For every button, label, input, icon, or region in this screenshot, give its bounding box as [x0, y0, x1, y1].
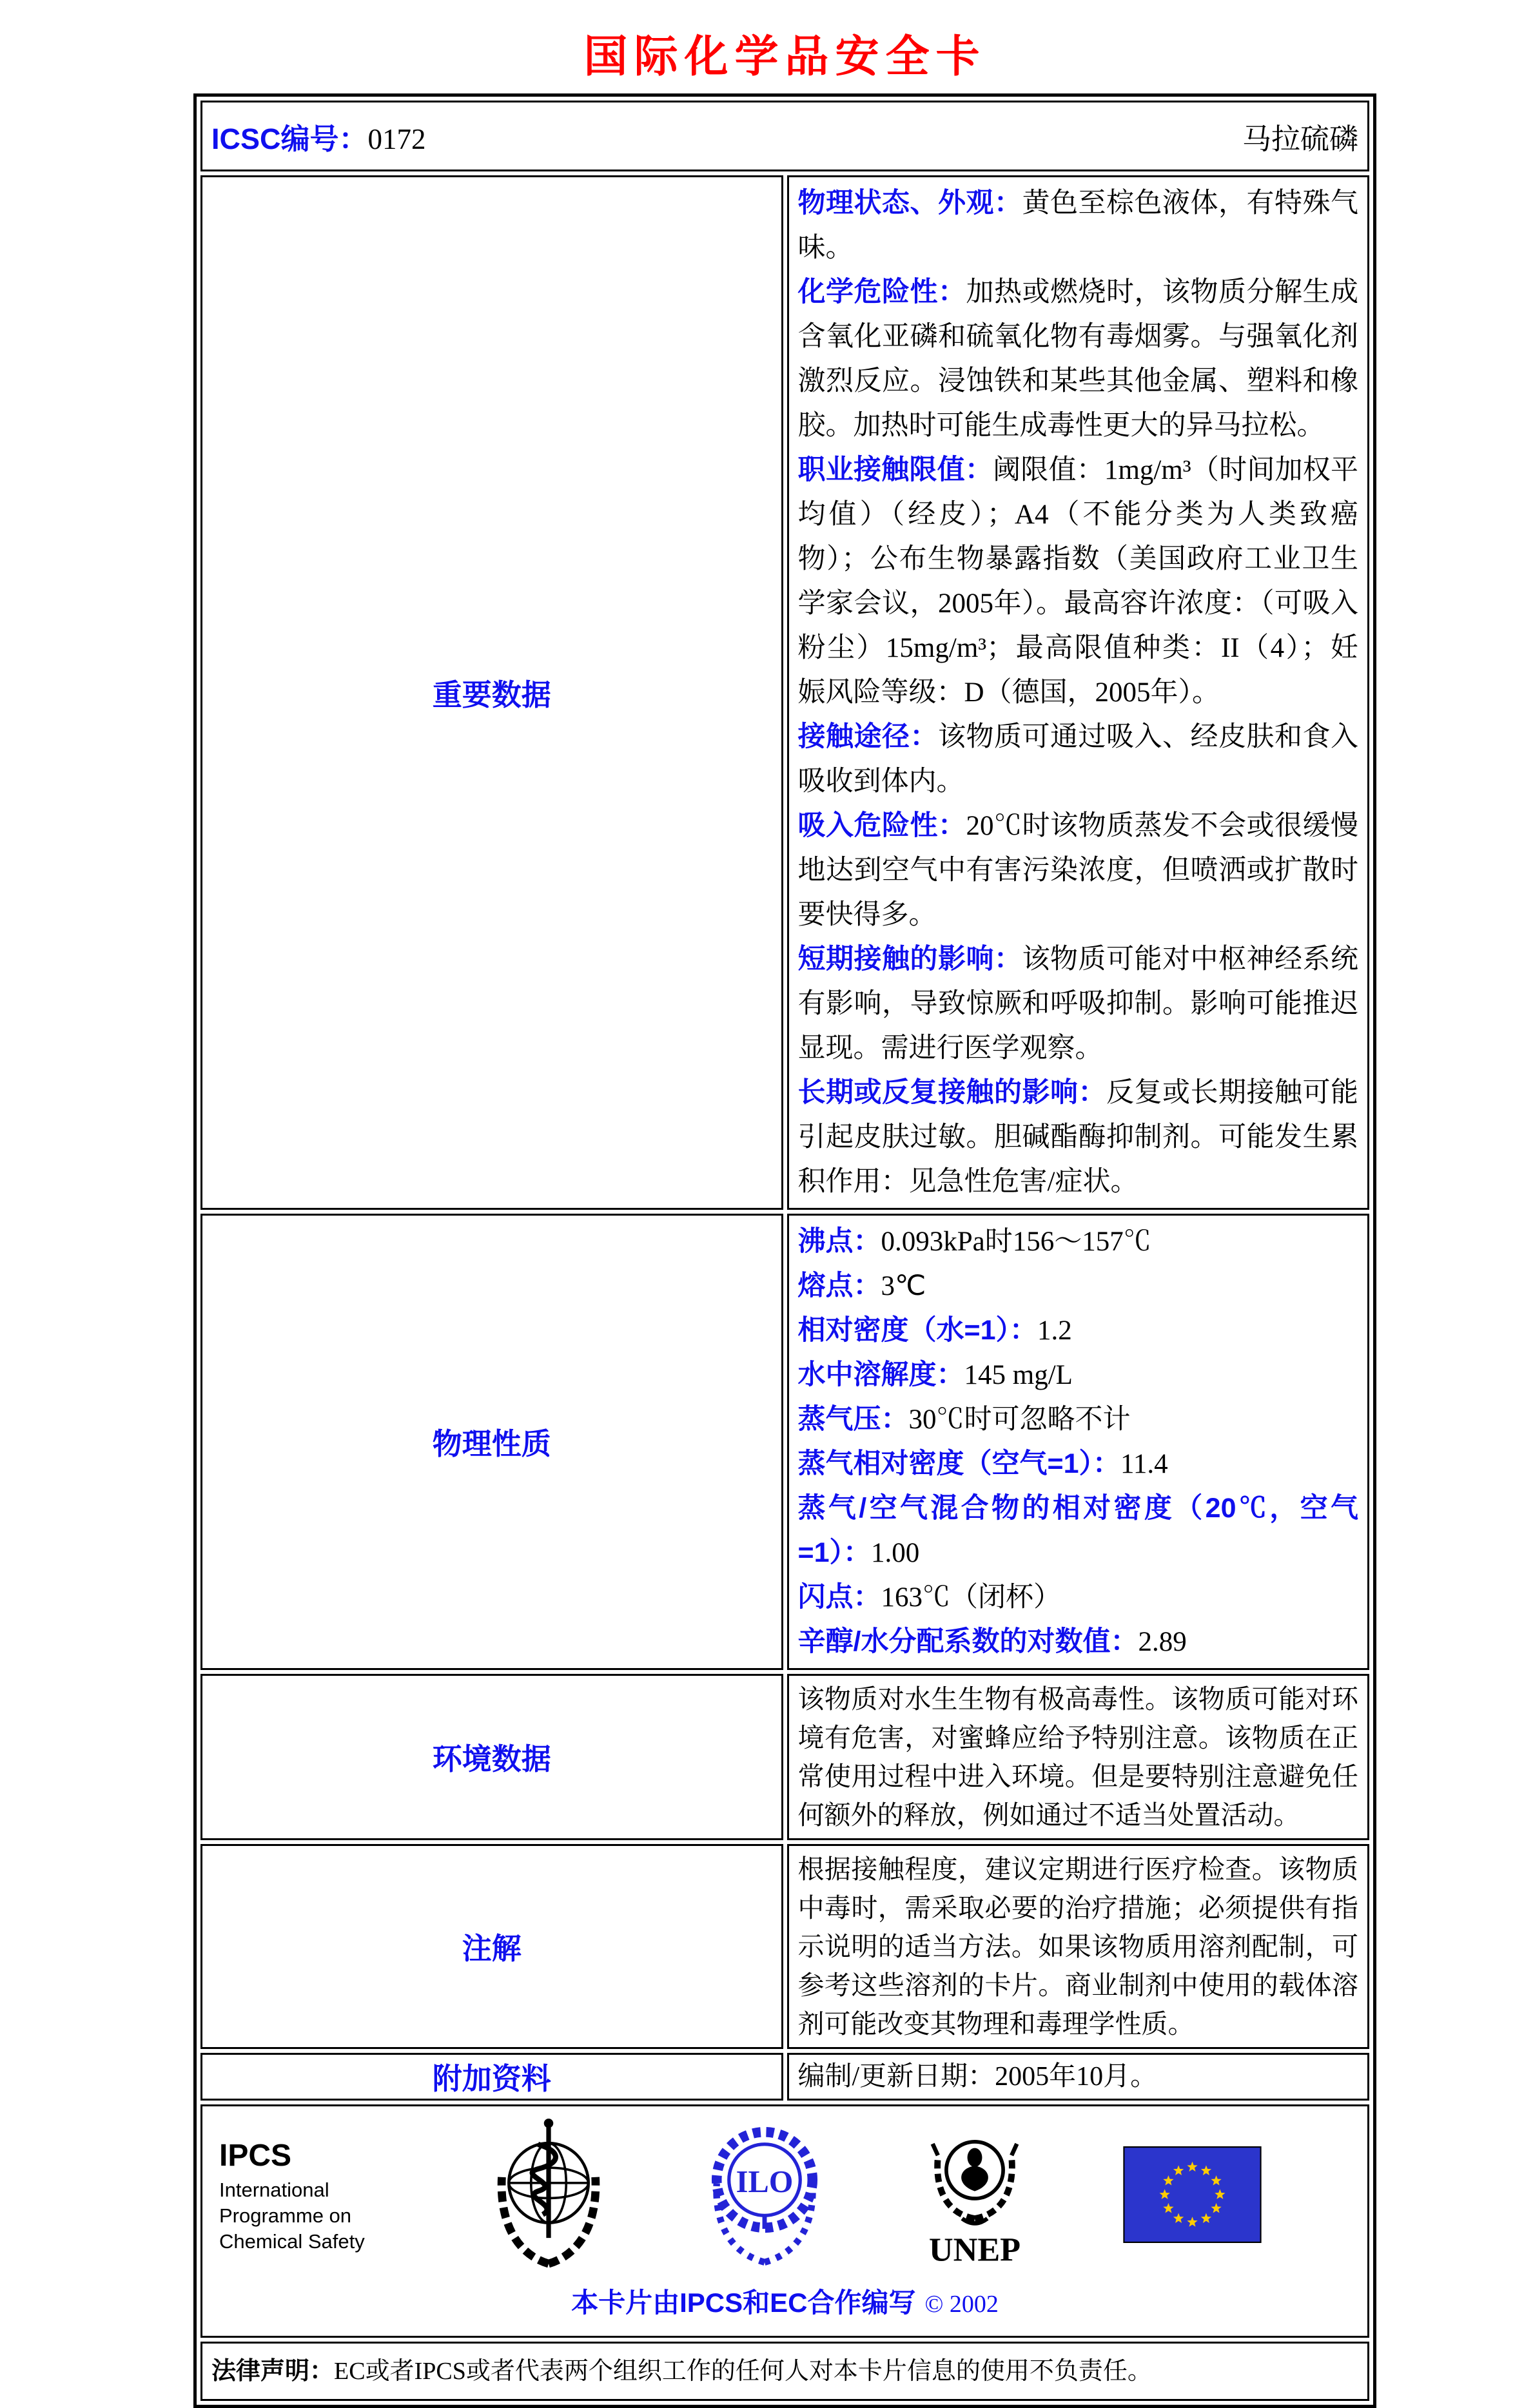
property-heading: 蒸气相对密度（空气=1）：	[797, 1448, 1121, 1479]
additional-info-text: 编制/更新日期：2005年10月。	[797, 2062, 1158, 2092]
environmental-data-content	[787, 1674, 1370, 1840]
item-heading: 长期或反复接触的影响：	[797, 1077, 1106, 1108]
who-logo-icon	[484, 2119, 613, 2274]
ipcs-full-name: International Programme on Chemical Safety	[219, 2178, 365, 2253]
section-label-physical-properties: 物理性质	[200, 1214, 783, 1670]
section-label-environmental-data: 环境数据	[200, 1674, 783, 1840]
unep-letters: UNEP	[928, 2231, 1021, 2269]
item-heading: 吸入危险性：	[797, 810, 966, 841]
property-heading: 蒸气压：	[797, 1404, 909, 1435]
data-item	[798, 1071, 1359, 1204]
header-cell	[200, 101, 1369, 171]
property-heading: 熔点：	[797, 1270, 881, 1301]
data-item	[798, 937, 1359, 1071]
substance-name: 马拉硫磷	[1242, 122, 1358, 155]
physical-properties-content	[787, 1214, 1370, 1670]
data-item	[798, 715, 1359, 804]
icsc-number-group	[211, 115, 426, 157]
legal-row	[200, 2342, 1369, 2401]
item-heading: 接触途径：	[797, 721, 938, 752]
property-heading: 闪点：	[797, 1582, 881, 1613]
property-heading: 辛醇/水分配系数的对数值：	[797, 1626, 1138, 1657]
unep-logo-icon	[917, 2115, 1033, 2277]
property-item	[798, 1219, 1359, 1264]
item-text: 反复或长期接触可能引起皮肤过敏。胆碱酯酶抑制剂。可能发生累积作用：见急性危害/症状。	[797, 1078, 1358, 1197]
legal-cell	[200, 2342, 1369, 2401]
property-heading: 相对密度（水=1）：	[797, 1315, 1038, 1346]
data-item	[798, 448, 1359, 715]
caption-text: 本卡片由IPCS和EC合作编写	[571, 2287, 916, 2318]
item-text: 该物质可通过吸入、经皮肤和食入吸收到体内。	[797, 722, 1358, 797]
property-value: 1.00	[871, 1538, 920, 1568]
property-item	[798, 1442, 1359, 1486]
item-heading: 化学危险性：	[797, 277, 966, 307]
property-item	[798, 1308, 1359, 1353]
property-item	[798, 1620, 1359, 1664]
property-heading: 蒸气/空气混合物的相对密度（20℃，空气=1）：	[797, 1493, 1358, 1568]
important-data-content	[787, 175, 1370, 1210]
property-value: 30℃时可忽略不计	[908, 1404, 1131, 1435]
notes-row	[200, 1844, 1369, 2049]
icsc-document-page	[0, 22, 1524, 2385]
data-item	[798, 804, 1359, 937]
card-caption	[211, 2282, 1358, 2320]
environmental-data-row	[200, 1674, 1369, 1840]
property-value: 11.4	[1120, 1449, 1168, 1479]
eu-flag-icon	[1123, 2146, 1262, 2246]
additional-info-content	[787, 2053, 1370, 2101]
legal-label: 法律声明：	[211, 2358, 335, 2385]
property-item	[798, 1575, 1359, 1620]
property-item	[798, 1486, 1359, 1575]
section-label-additional-info: 附加资料	[200, 2053, 783, 2101]
important-data-row	[200, 175, 1369, 1210]
item-text: 该物质可能对中枢神经系统有影响，导致惊厥和呼吸抑制。影响可能推迟显现。需进行医学观察。	[797, 944, 1358, 1063]
property-heading: 沸点：	[797, 1226, 881, 1257]
notes-content	[787, 1844, 1370, 2049]
item-text: 阈限值：1mg/m³（时间加权平均值）（经皮）；A4（不能分类为人类致癌物）；公布生物暴露指数（美国政府工业卫生学家会议，2005年）。最高容许浓度：（可吸入粉尘）15mg/m³；最高限值种类：II（4）；妊娠风险等级：D（德国，2005年）。	[797, 455, 1359, 708]
property-item	[798, 1353, 1359, 1397]
item-heading: 物理状态、外观：	[797, 188, 1022, 218]
legal-statement	[211, 2349, 1358, 2394]
icsc-number-label: ICSC编号：	[211, 122, 368, 155]
header-row	[200, 101, 1369, 171]
ilo-logo-icon	[703, 2122, 826, 2270]
property-value: 0.093kPa时156～157℃	[881, 1227, 1151, 1257]
property-value: 2.89	[1138, 1627, 1187, 1657]
logos-cell	[200, 2104, 1369, 2338]
property-value: 145 mg/L	[964, 1360, 1073, 1390]
section-label-notes: 注解	[200, 1844, 783, 2049]
environmental-data-text: 该物质对水生生物有极高毒性。该物质可能对环境有危害，对蜜蜂应给予特别注意。该物质在正常使用过程中进入环境。但是要特别注意避免任何额外的释放，例如通过不适当处置活动。	[797, 1684, 1358, 1830]
section-label-important-data: 重要数据	[200, 175, 783, 1210]
physical-properties-row	[200, 1214, 1369, 1670]
item-text: 加热或燃烧时，该物质分解生成含氧化亚磷和硫氧化物有毒烟雾。与强氧化剂激烈反应。浸蚀铁和某些其他金属、塑料和橡胶。加热时可能生成毒性更大的异马拉松。	[797, 277, 1358, 441]
data-item	[798, 270, 1359, 448]
item-heading: 职业接触限值：	[797, 454, 993, 485]
header-line	[211, 108, 1358, 164]
ilo-letters: ILO	[736, 2165, 794, 2200]
property-item	[798, 1264, 1359, 1308]
data-item	[798, 181, 1359, 270]
logos-row	[200, 2104, 1369, 2338]
page-title: 国际化学品安全卡	[583, 32, 986, 81]
property-item	[798, 1397, 1359, 1442]
icsc-card-table	[193, 93, 1376, 2408]
copyright-text: © 2002	[924, 2291, 999, 2318]
property-value: 3℃	[881, 1271, 926, 1301]
item-heading: 短期接触的影响：	[797, 944, 1022, 975]
logos-strip	[211, 2112, 1358, 2277]
property-value: 1.2	[1037, 1316, 1072, 1346]
property-heading: 水中溶解度：	[797, 1359, 964, 1390]
item-text: 20℃时该物质蒸发不会或很缓慢地达到空气中有害污染浓度，但喷洒或扩散时要快得多。	[797, 811, 1358, 930]
notes-text: 根据接触程度，建议定期进行医疗检查。该物质中毒时，需采取必要的治疗措施；必须提供有指示说明的适当方法。如果该物质用溶剂配制，可参考这些溶剂的卡片。商业制剂中使用的载体溶剂可能改变其物理和毒理学性质。	[797, 1854, 1358, 2039]
ipcs-acronym: IPCS	[219, 2138, 292, 2173]
icsc-number-value: 0172	[367, 122, 426, 155]
additional-info-row	[200, 2053, 1369, 2101]
legal-text: EC或者IPCS或者代表两个组织工作的任何人对本卡片信息的使用不负责任。	[334, 2358, 1152, 2385]
item-text: 黄色至棕色液体，有特殊气味。	[797, 188, 1358, 263]
property-value: 163℃（闭杯）	[881, 1582, 1061, 1613]
ipcs-text-block	[219, 2138, 393, 2255]
